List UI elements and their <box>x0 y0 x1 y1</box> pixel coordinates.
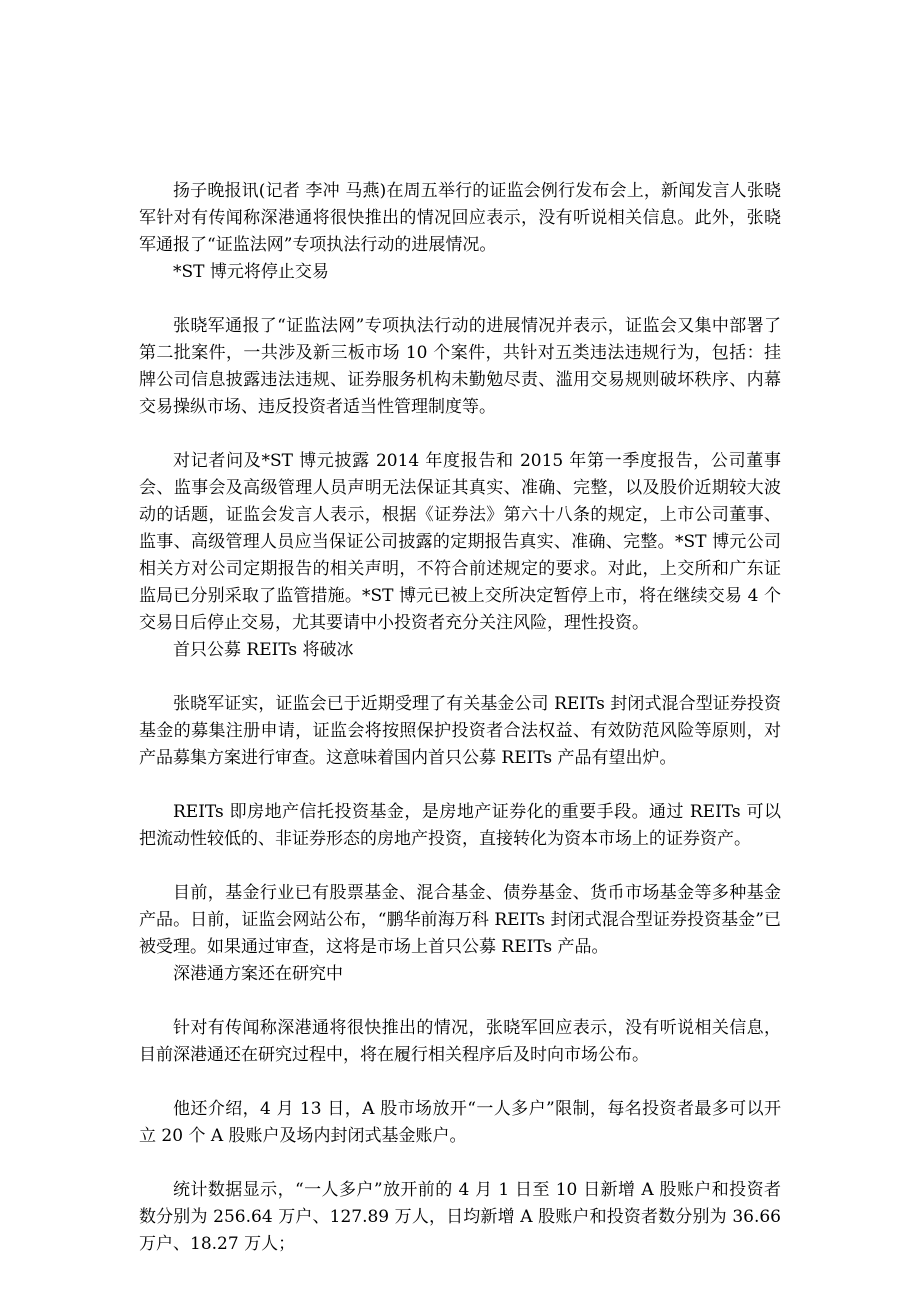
paragraph-reits-definition: REITs 即房地产信托投资基金，是房地产证券化的重要手段。通过 REITs 可以把流动性较低的、非证券形态的房地产投资，直接转化为资本市场上的证券资产。 <box>139 802 781 849</box>
paragraph-shenzhen-hk: 针对有传闻称深港通将很快推出的情况，张晓军回应表示，没有听说相关信息，目前深港通还在研究过程中，将在履行相关程序后及时向市场公布。 <box>139 1018 781 1065</box>
article-body <box>139 178 781 1258</box>
paragraph-fund-products: 目前，基金行业已有股票基金、混合基金、债券基金、货币市场基金等多种基金产品。日前，证监会网站公布，“鹏华前海万科 REITs 封闭式混合型证券投资基金”已被受理。如果通过审查，这将是市场上首只公募 REITs 产品。 <box>139 883 781 957</box>
section-heading-reits: 首只公募 REITs 将破冰 <box>173 640 354 660</box>
paragraph-statistics: 统计数据显示，“一人多户”放开前的 4 月 1 日至 10 日新增 A 股账户和投资者数分别为 256.64 万户、127.89 万人，日均新增 A 股账户和投资者数分别为 36.66 万户、18.27 万人； <box>139 1180 781 1254</box>
paragraph-intro: 扬子晚报讯(记者 李冲 马燕)在周五举行的证监会例行发布会上，新闻发言人张晓军针对有传闻称深港通将很快推出的情况回应表示，没有听说相关信息。此外，张晓军通报了“证监法网”专项执法行动的进展情况。 <box>139 181 781 255</box>
section-heading-st-boyuan: *ST 博元将停止交易 <box>173 262 329 282</box>
paragraph-enforcement: 张晓军通报了“证监法网”专项执法行动的进展情况并表示，证监会又集中部署了第二批案件，一共涉及新三板市场 10 个案件，共针对五类违法违规行为，包括：挂牌公司信息披露违法违规、证券服务机构未勤勉尽责、滥用交易规则破坏秩序、内幕交易操纵市场、违反投资者适当性管理制度等。 <box>139 316 781 417</box>
section-heading-shenzhen-hk: 深港通方案还在研究中 <box>173 964 343 984</box>
paragraph-reits-approval: 张晓军证实，证监会已于近期受理了有关基金公司 REITs 封闭式混合型证券投资基金的募集注册申请，证监会将按照保护投资者合法权益、有效防范风险等原则，对产品募集方案进行审查。这意味着国内首只公募 REITs 产品有望出炉。 <box>139 694 781 768</box>
paragraph-st-boyuan: 对记者问及*ST 博元披露 2014 年度报告和 2015 年第一季度报告，公司董事会、监事会及高级管理人员声明无法保证其真实、准确、完整，以及股价近期较大波动的话题，证监会发言人表示，根据《证券法》第六十八条的规定，上市公司董事、监事、高级管理人员应当保证公司披露的定期报告真实、准确、完整。*ST 博元公司相关方对公司定期报告的相关声明，不符合前述规定的要求。对此，上交所和广东证监局已分别采取了监管措施。*ST 博元已被上交所决定暂停上市，将在继续交易 4 个交易日后停止交易，尤其要请中小投资者充分关注风险，理性投资。 <box>139 451 781 633</box>
paragraph-multi-account: 他还介绍，4 月 13 日，A 股市场放开“一人多户”限制，每名投资者最多可以开立 20 个 A 股账户及场内封闭式基金账户。 <box>139 1099 781 1146</box>
